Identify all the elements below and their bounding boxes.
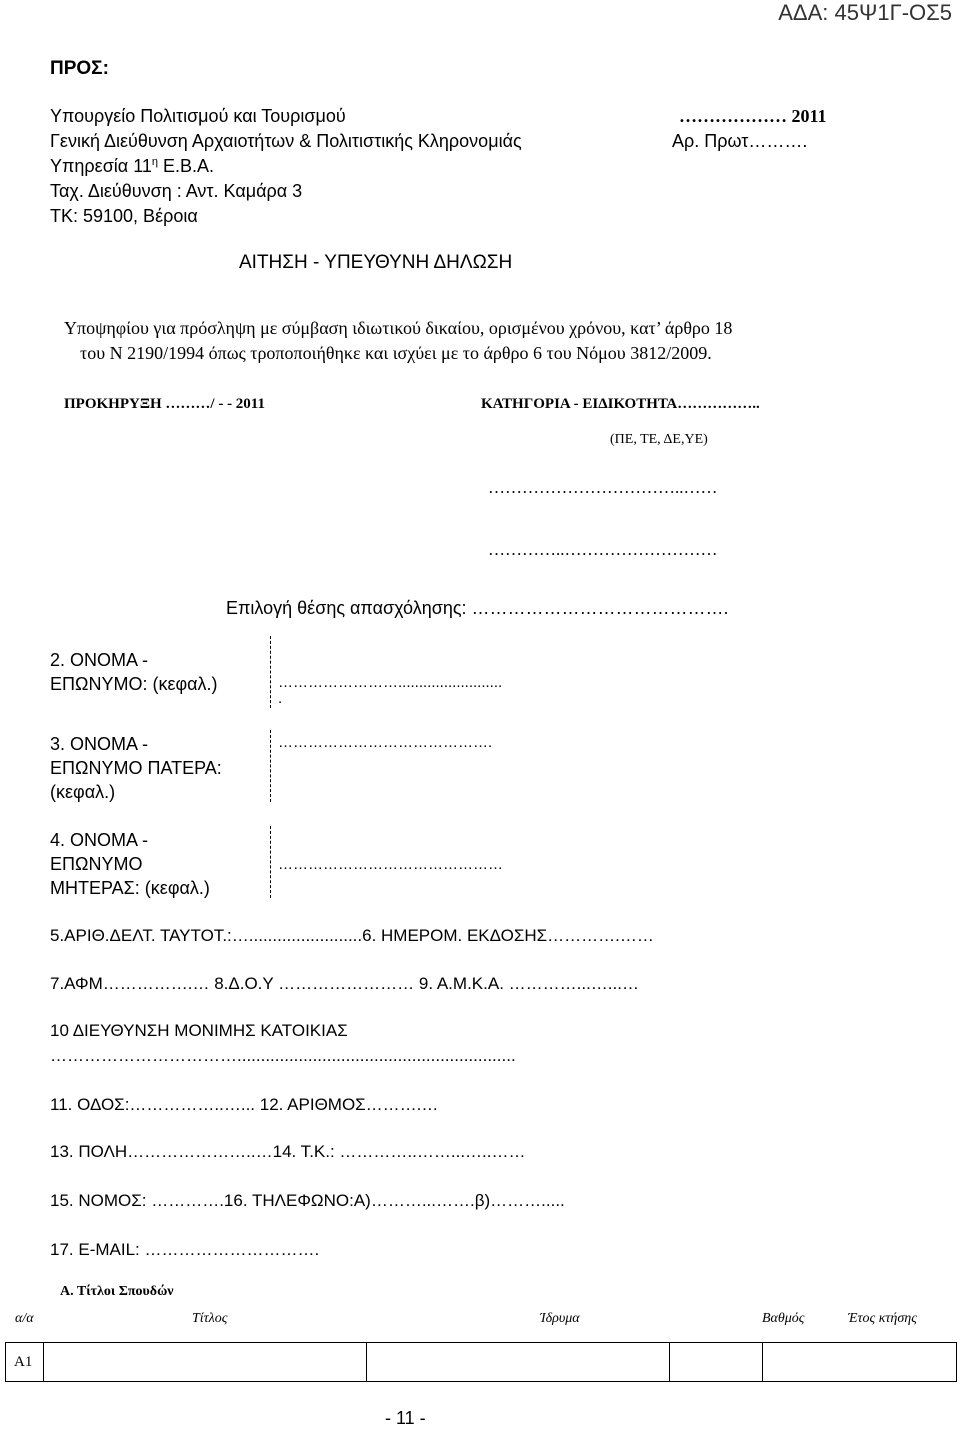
field-name-label-2: ΕΠΩΝΥΜΟ: (κεφαλ.) [50,674,218,694]
subtitle-line-1: Υποψηφίου για πρόσληψη με σύμβαση ιδιωτικού δικαίου, ορισμένου χρόνου, κατ’ άρθρο 18 [64,318,733,338]
table-cell-index: Α1 [6,1343,44,1382]
table-row [6,1343,957,1382]
pros-label: ΠΡΟΣ: [50,58,109,79]
proclamation: ΠΡΟΚΗΡΥΞΗ ………/ - - 2011 [64,396,265,412]
titles-table [5,1342,957,1382]
page-title: ΑΙΤΗΣΗ - ΥΠΕΥΘΥΝΗ ΔΗΛΩΣΗ [239,252,513,273]
field-mother-label-1: 4. ΟΝΟΜΑ - [50,830,149,850]
field-name-divider [270,636,271,708]
category: ΚΑΤΗΓΟΡΙΑ - ΕΙΔΙΚΟΤΗΤΑ…………….. [481,396,760,412]
table-header-institution: Ίδρυμα [540,1311,580,1326]
field-mother-label-2: ΕΠΩΝΥΜΟ [50,854,143,874]
address-heading: 10 ΔΙΕΥΘΥΝΣΗ ΜΟΝΙΜΗΣ ΚΑΤΟΙΚΙΑΣ [50,1021,348,1040]
field-father-label-1: 3. ΟΝΟΜΑ - [50,734,149,754]
position-choice: Επιλογή θέσης απασχόλησης: ……………………………………. [226,598,729,618]
field-father-label-3: (κεφαλ.) [50,782,116,802]
category-types: (ΠΕ, ΤΕ, ΔΕ,ΥΕ) [610,432,708,447]
id-card-line: 5.ΑΡΙΘ.ΔΕΛΤ. ΤΑΥΤΟΤ.:…........................6. ΗΜΕΡΟΜ. ΕΚΔΟΣΗΣ………….…… [50,926,654,945]
table-header-title: Τίτλος [192,1311,228,1326]
field-father-label-2: ΕΠΩΝΥΜΟ ΠΑΤΕΡΑ: [50,758,222,778]
recipient-address: Ταχ. Διεύθυνση : Αντ. Καμάρα 3 [50,181,303,201]
section-a-heading: Α. Τίτλοι Σπουδών [60,1284,174,1299]
tax-line: 7.ΑΦΜ…………….… 8.Δ.Ο.Υ …………………… 9. Α.Μ.Κ.Α. …………...…...… [50,974,639,993]
recipient-service-tail: Ε.Β.Α. [158,156,215,176]
field-father-value: ……………………………………. [278,734,493,751]
protocol-line: Αρ. Πρωτ………. [672,131,808,151]
recipient-service [50,156,214,177]
dots-line-1: ……………………………..…… [488,478,718,497]
table-header-grade: Βαθμός [762,1311,805,1326]
dots-line-2: …………..……………………… [488,540,718,559]
field-name-value-tail: . [278,690,283,707]
recipient-service-text: Υπηρεσία 11 [50,156,152,176]
table-cell-title [44,1343,367,1382]
field-mother-value: ……………………………………… [278,856,503,873]
table-cell-institution [367,1343,670,1382]
field-mother-label-3: ΜΗΤΕΡΑΣ: (κεφαλ.) [50,878,210,898]
field-name-label-1: 2. ΟΝΟΜΑ - [50,650,149,670]
address-line: ……………………………........................................................... [50,1046,516,1065]
region-phone-line: 15. ΝΟΜΟΣ: ………….16. ΤΗΛΕΦΩΝΟ:Α)………...…….β)………..... [50,1191,565,1210]
table-header-index: α/α [15,1311,34,1326]
subtitle-line-2: του Ν 2190/1994 όπως τροποποιήθηκε και ισχύει με το άρθρο 6 του Νόμου 3812/2009. [80,343,712,363]
street-line: 11. ΟΔΟΣ:……………..…... 12. ΑΡΙΘΜΟΣ……….… [50,1095,439,1114]
field-father-divider [270,730,271,802]
recipient-directorate: Γενική Διεύθυνση Αρχαιοτήτων & Πολιτιστικής Κληρονομιάς [50,131,522,151]
date-line: ……………… 2011 [679,106,827,126]
recipient-postcode: ΤΚ: 59100, Βέροια [50,206,198,226]
table-header-year: Έτος κτήσης [848,1311,917,1326]
recipient-service-sup: η [151,156,159,168]
field-mother-divider [270,826,271,898]
recipient-ministry: Υπουργείο Πολιτισμού και Τουρισμού [50,106,346,126]
city-line: 13. ΠΟΛΗ…………………..…14. Τ.Κ.: …………..……...…..…… [50,1142,526,1161]
field-name-value: ……………………......................... [278,674,503,691]
ada-code: ΑΔΑ: 45Ψ1Γ-ΟΣ5 [778,0,952,25]
table-cell-year [763,1343,957,1382]
email-line: 17. E-MAIL: …………………………. [50,1240,320,1259]
page-number: - 11 - [385,1408,426,1428]
table-cell-grade [670,1343,763,1382]
